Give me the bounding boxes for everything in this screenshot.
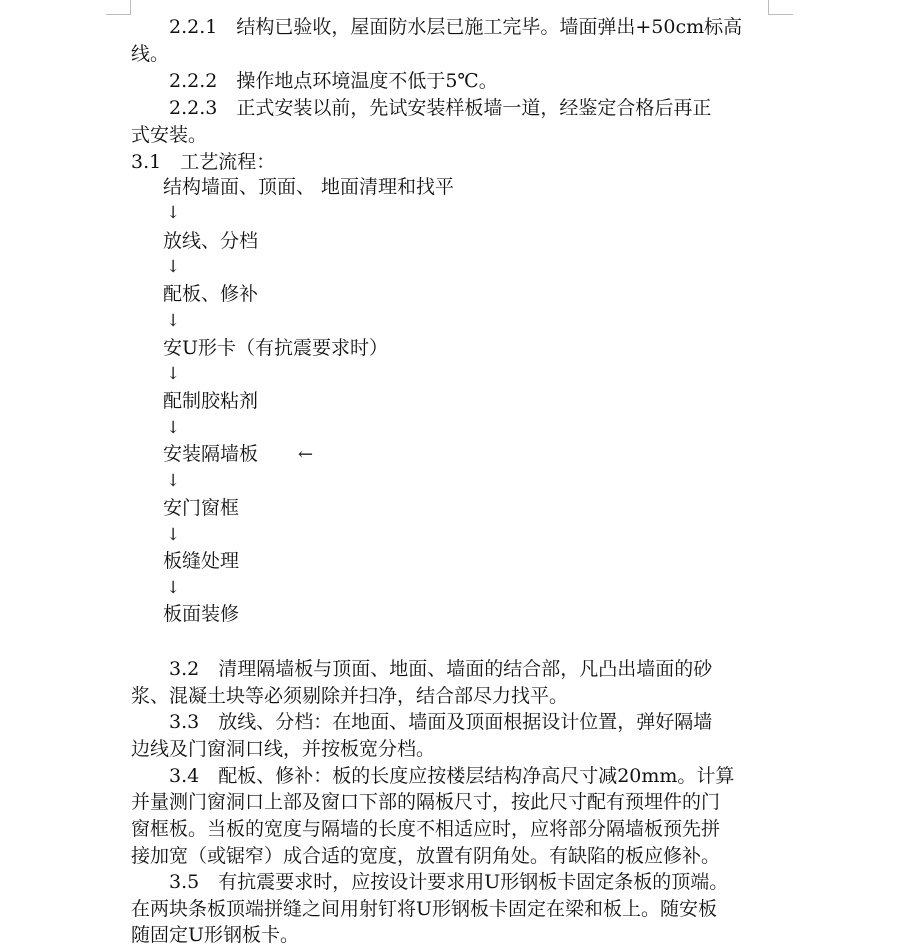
paragraph-3-3-line1: 3.3 放线、分档：在地面、墙面及顶面根据设计位置，弹好隔墙	[131, 711, 713, 733]
flow-step: 板缝处理	[163, 550, 240, 572]
paragraph-3-4-line2: 并量测门窗洞口上部及窗口下部的隔板尺寸，按此尺寸配有预埋件的门	[131, 791, 721, 813]
paragraph-2-2-3-line2: 式安装。	[131, 124, 208, 146]
heading-3-1: 3.1 工艺流程：	[131, 151, 276, 173]
flow-step: 板面装修	[163, 603, 240, 625]
flow-down-arrow-icon: ↓	[166, 471, 181, 491]
paragraph-2-2-1-line2: 线。	[131, 43, 170, 65]
flow-step: 结构墙面、顶面、 地面清理和找平	[163, 176, 455, 198]
page-corner-mark-left	[106, 0, 131, 15]
flow-down-arrow-icon: ↓	[166, 364, 181, 384]
paragraph-2-2-3-line1: 2.2.3 正式安装以前，先试安装样板墙一道，经鉴定合格后再正	[131, 97, 712, 119]
flow-step: 安门窗框	[163, 497, 240, 519]
paragraph-3-2-line1: 3.2 清理隔墙板与顶面、地面、墙面的结合部，凡凸出墙面的砂	[131, 658, 713, 680]
paragraph-3-5-line1: 3.5 有抗震要求时，应按设计要求用U形钢板卡固定条板的顶端。	[131, 871, 729, 893]
page-corner-mark-right	[768, 0, 793, 15]
paragraph-3-3-line2: 边线及门窗洞口线，并按板宽分档。	[131, 738, 436, 760]
flow-left-arrow-icon: ←	[298, 444, 314, 465]
paragraph-3-2-line2: 浆、混凝土块等必须剔除并扫净，结合部尽力找平。	[131, 685, 569, 707]
flow-step: 放线、分档	[163, 230, 259, 252]
flow-step: 安装隔墙板	[163, 443, 259, 465]
flow-step: 安U形卡（有抗震要求时）	[163, 337, 389, 359]
paragraph-3-5-line3: 随固定U形钢板卡。	[131, 924, 300, 946]
flow-down-arrow-icon: ↓	[166, 418, 181, 438]
paragraph-2-2-1-line1: 2.2.1 结构已验收，屋面防水层已施工完毕。墙面弹出+50cm标高	[131, 16, 743, 38]
flow-down-arrow-icon: ↓	[166, 311, 181, 331]
flow-down-arrow-icon: ↓	[166, 257, 181, 277]
flow-down-arrow-icon: ↓	[166, 578, 181, 598]
flow-down-arrow-icon: ↓	[166, 203, 181, 223]
paragraph-3-4-line1: 3.4 配板、修补：板的长度应按楼层结构净高尺寸减20mm。计算	[131, 765, 735, 787]
paragraph-3-5-line2: 在两块条板顶端拼缝之间用射钉将U形钢板卡固定在梁和板上。随安板	[131, 898, 718, 920]
paragraph-2-2-2: 2.2.2 操作地点环境温度不低于5℃。	[131, 70, 498, 92]
flow-down-arrow-icon: ↓	[166, 525, 181, 545]
flow-step: 配制胶粘剂	[163, 390, 259, 412]
paragraph-3-4-line4: 接加宽（或锯窄）成合适的宽度，放置有阴角处。有缺陷的板应修补。	[131, 845, 721, 867]
paragraph-3-4-line3: 窗框板。当板的宽度与隔墙的长度不相适应时，应将部分隔墙板预先拼	[131, 818, 721, 840]
flow-step: 配板、修补	[163, 283, 259, 305]
